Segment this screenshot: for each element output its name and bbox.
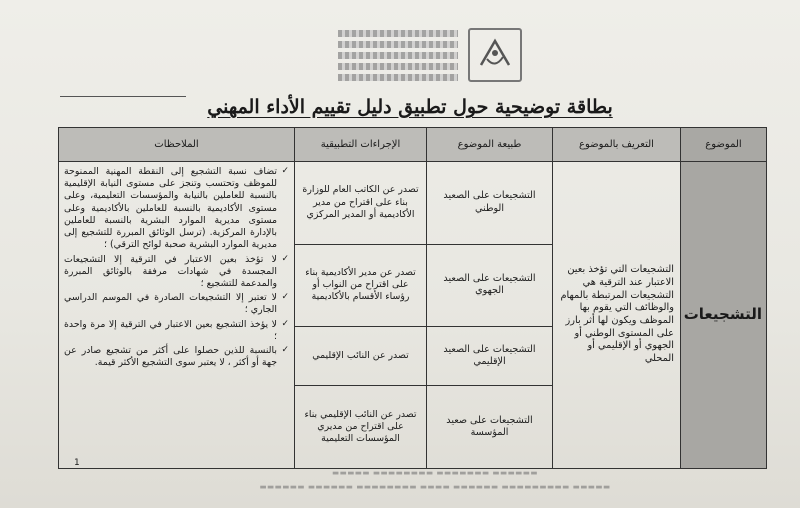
procedure-institution: تصدر عن النائب الإقليمي بناء على اقتراح من مديري المؤسسات التعليمية xyxy=(295,386,427,469)
page-number: 1 xyxy=(74,458,80,468)
note-item: ✓ بالنسبة للذين حصلوا على أكثر من تشجيع صادر عن جهة أو أكثر ، لا يعتبر سوى التشجيع الأكثر قيمة. xyxy=(64,345,289,369)
nature-provincial: التشجيعات على الصعيد الإقليمي xyxy=(427,327,553,386)
table-header-row xyxy=(59,128,767,162)
procedure-national: تصدر عن الكاتب العام للوزارة بناء على اقتراح من مدير الأكاديمية أو المدير المركزي xyxy=(295,162,427,245)
note-item: ✓ تضاف نسبة التشجيع إلى النقطة المهنية الممنوحة للموظف وتحتسب وتنجز على مستوى النيابة الإقليمية بالنسبة للعاملين بالنيابة والمؤسسات التعليمية، وعلى مستوى الأكاديمية بالنسبة للعاملين بالأكاديمية وعلى مستوى مديرية الموارد البشرية بالنسبة للعاملين بالإدارة المركزية. (ترسل الوثائق المبررة للتشجيع إلى مديرية الموارد البشرية صحبة لوائح الترقي) ؛ xyxy=(64,166,289,252)
logo-icon xyxy=(475,35,515,75)
subject-cell: التشجيعات xyxy=(681,162,767,469)
note-item: ✓ لا تعتبر إلا التشجيعات الصادرة في الموسم الدراسي الجاري ؛ xyxy=(64,292,289,316)
nature-regional: التشجيعات على الصعيد الجهوي xyxy=(427,244,553,327)
header-procedures: الإجراءات التطبيقية xyxy=(295,128,427,162)
notes-cell xyxy=(59,162,295,469)
definition-cell: التشجيعات التي تؤخذ بعين الاعتبار عند الترقية هي التشجيعات المرتبطة بالمهام والوظائف التي يقوم بها الموظف ويكون لها أثر بارز على المستوى الوطني أو الجهوي أو الإقليمي أو المحلي xyxy=(553,162,681,469)
header-emblem-text xyxy=(338,26,458,84)
header-nature: طبيعة الموضوع xyxy=(427,128,553,162)
footer-line-blurred: ▬▬▬▬▬▬ ▬▬▬▬▬▬▬ ▬▬▬▬▬▬▬▬ ▬▬▬▬▬ xyxy=(332,468,538,477)
footer-line-blurred: ▬▬▬▬▬ ▬▬▬▬▬▬▬▬▬ ▬▬▬▬▬▬ ▬▬▬▬ ▬▬▬▬▬▬▬▬ ▬▬▬▬▬▬ ▬▬▬▬▬▬ xyxy=(259,481,611,491)
procedure-provincial: تصدر عن النائب الإقليمي xyxy=(295,327,427,386)
notes-list xyxy=(64,166,289,370)
blank-reference-line xyxy=(60,96,186,97)
nature-institution: التشجيعات على صعيد المؤسسة xyxy=(427,386,553,469)
nature-national: التشجيعات على الصعيد الوطني xyxy=(427,162,553,245)
procedure-regional: تصدر عن مدير الأكاديمية بناء على اقتراح من النواب أو رؤساء الأقسام بالأكاديمية xyxy=(295,244,427,327)
header-notes: الملاحظات xyxy=(59,128,295,162)
ministry-logo xyxy=(468,28,522,82)
page-title: بطاقة توضيحية حول تطبيق دليل تقييم الأداء المهني xyxy=(207,96,613,118)
footer-address xyxy=(110,466,760,504)
note-item: ✓ لا تؤخذ بعين الاعتبار في الترقية إلا التشجيعات المجسدة في شهادات مرفقة بالوثائق المبررة والمدعمة للتشجيع ؛ xyxy=(64,254,289,291)
note-item: ✓ لا يؤخذ التشجيع بعين الاعتبار في الترقية إلا مرة واحدة ؛ xyxy=(64,319,289,343)
table-row xyxy=(59,162,767,245)
evaluation-table xyxy=(58,127,767,469)
header-subject: الموضوع xyxy=(681,128,767,162)
header-definition: التعريف بالموضوع xyxy=(553,128,681,162)
